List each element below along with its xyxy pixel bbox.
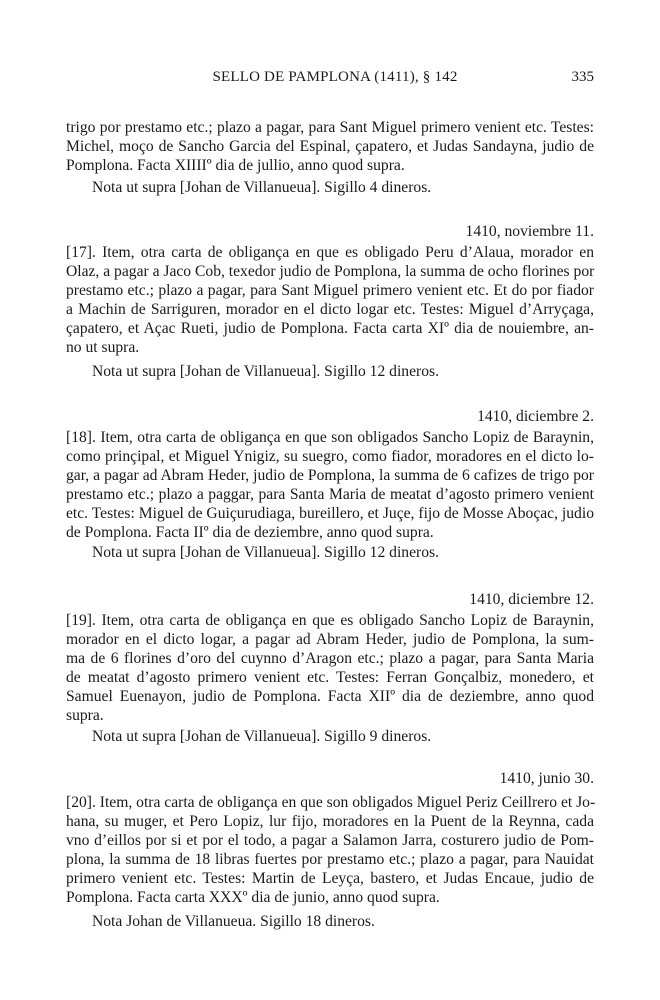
nota-line: Nota ut supra [Johan de Villanueua]. Sigillo 4 dineros. bbox=[92, 179, 432, 196]
text-line: hana, su muger, et Pero Lopiz, lur fijo, moradores en la Puent de la Reynna, cada bbox=[66, 813, 594, 830]
entry-date: 1410, diciembre 12. bbox=[469, 591, 594, 608]
text-line: etc. Testes: Miguel de Guiçurudiaga, bureillero, et Juçe, fijo de Mosse Aboçac, judio bbox=[66, 505, 594, 522]
entry-date: 1410, noviembre 11. bbox=[465, 223, 594, 240]
text-line: gar, a pagar ad Abram Heder, judio de Pomplona, la summa de 6 cafizes de trigo por bbox=[66, 467, 594, 484]
text-line: de meatat d’agosto primero venient etc. Testes: Ferran Gonçalbiz, monedero, et bbox=[66, 669, 594, 686]
text-line: [18]. Item, otra carta de obligança en que son obligados Sancho Lopiz de Baraynin, bbox=[66, 429, 594, 446]
text-line: [19]. Item, otra carta de obligança en que es obligado Sancho Lopiz de Baraynin, bbox=[66, 612, 594, 629]
text-line: morador en el dicto logar, a pagar ad Abram Heder, judio de Pomplona, la sum- bbox=[66, 631, 594, 648]
page-number: 335 bbox=[571, 69, 594, 85]
running-title: SELLO DE PAMPLONA (1411), § 142 bbox=[212, 69, 458, 85]
text-line: çapatero, et Açac Rueti, judio de Pomplona. Facta carta XIº dia de nouiembre, an- bbox=[66, 320, 594, 337]
text-line: no ut supra. bbox=[66, 339, 140, 356]
text-line: supra. bbox=[66, 707, 104, 724]
text-line: primero venient etc. Testes: Martin de Leyça, bastero, et Judas Encaue, judio de bbox=[66, 870, 594, 887]
text-line: Pomplona. Facta XIIIIº dia de jullio, anno quod supra. bbox=[66, 157, 405, 174]
text-line: prestamo etc.; plazo a paggar, para Santa Maria de meatat d’agosto primero venient bbox=[66, 486, 594, 503]
text-line: Samuel Euenayon, judio de Pomplona. Facta XIIº dia de deziembre, anno quod bbox=[66, 688, 594, 705]
text-line: [20]. Item, otra carta de obligança en que son obligados Miguel Periz Ceillrero et Jo- bbox=[66, 794, 596, 811]
nota-line: Nota ut supra [Johan de Villanueua]. Sigillo 9 dineros. bbox=[92, 728, 432, 745]
entry-date: 1410, diciembre 2. bbox=[477, 408, 594, 425]
text-line: Michel, moço de Sancho Garcia del Espinal, çapatero, et Judas Sandayna, judio de bbox=[66, 138, 594, 155]
text-line: vno d’eillos por si et por el todo, a pagar a Salamon Jarra, costurero judio de Pom- bbox=[66, 832, 594, 849]
text-line: trigo por prestamo etc.; plazo a pagar, para Sant Miguel primero venient etc. Testes: bbox=[66, 119, 594, 136]
nota-line: Nota ut supra [Johan de Villanueua]. Sigillo 12 dineros. bbox=[92, 544, 439, 561]
text-line: Olaz, a pagar a Jaco Cob, texedor judio de Pomplona, la summa de ocho florines por bbox=[66, 263, 595, 280]
text-line: de Pomplona. Facta IIº dia de deziembre, anno quod supra. bbox=[66, 524, 434, 541]
text-line: como prinçipal, et Miguel Ynigiz, su suegro, como fiador, moradores en el dicto lo- bbox=[66, 448, 594, 465]
text-line: prestamo etc.; plazo a pagar, para Sant Miguel primero venient etc. Et do por fiador bbox=[66, 282, 594, 299]
text-line: plona, la summa de 18 libras fuertes por prestamo etc.; plazo a pagar, para Nauidat bbox=[66, 851, 594, 868]
text-line: ma de 6 florines d’oro del cuynno d’Aragon etc.; plazo a pagar, para Santa Maria bbox=[66, 650, 594, 667]
text-line: a Machin de Sarriguren, morador en el dicto logar etc. Testes: Miguel d’Arryçaga, bbox=[66, 301, 594, 318]
text-line: [17]. Item, otra carta de obligança en que es obligado Peru d’Alaua, morador en bbox=[66, 244, 594, 261]
text-line: Pomplona. Facta carta XXXº dia de junio, anno quod supra. bbox=[66, 889, 440, 906]
nota-line: Nota ut supra [Johan de Villanueua]. Sigillo 12 dineros. bbox=[92, 363, 439, 380]
nota-line: Nota Johan de Villanueua. Sigillo 18 dineros. bbox=[92, 913, 375, 930]
entry-date: 1410, junio 30. bbox=[499, 770, 594, 787]
